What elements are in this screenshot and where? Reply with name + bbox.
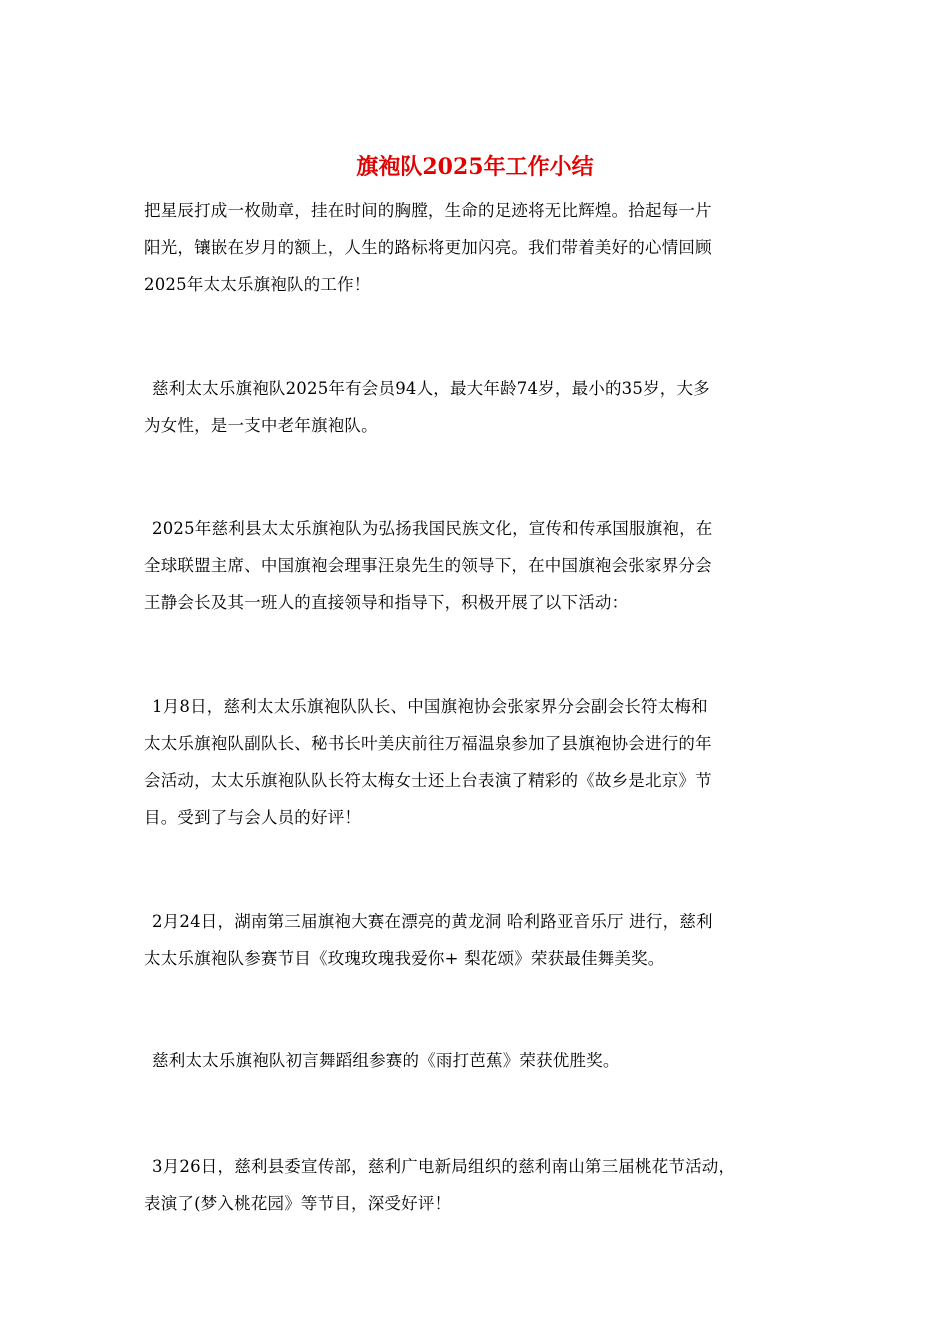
paragraph-line: 慈利太太乐旗袍队2025年有会员94人，最大年龄74岁，最小的35岁，大多 — [152, 379, 710, 398]
paragraph-feb-24 — [144, 903, 814, 977]
paragraph-line: 3月26日，慈利县委宣传部，慈利广电新局组织的慈利南山第三届桃花节活动， — [152, 1157, 736, 1176]
paragraph-membership — [144, 370, 814, 444]
paragraph-intro — [144, 192, 814, 303]
paragraph-line: 为女性，是一支中老年旗袍队。 — [144, 416, 378, 435]
paragraph-line: 把星辰打成一枚勋章，挂在时间的胸膛，生命的足迹将无比辉煌。拾起每一片 — [144, 201, 712, 220]
paragraph-mar-26 — [144, 1148, 814, 1222]
paragraph-line: 太太乐旗袍队参赛节目《玫瑰玫瑰我爱你+ 梨花颂》荣获最佳舞美奖。 — [144, 949, 665, 968]
paragraph-line: 1月8日，慈利太太乐旗袍队队长、中国旗袍协会张家界分会副会长符太梅和 — [152, 697, 708, 716]
paragraph-line: 表演了(梦入桃花园》等节目，深受好评！ — [144, 1194, 452, 1213]
paragraph-line: 会活动，太太乐旗袍队队长符太梅女士还上台表演了精彩的《故乡是北京》节 — [144, 771, 712, 790]
paragraph-line: 全球联盟主席、中国旗袍会理事汪泉先生的领导下，在中国旗袍会张家界分会 — [144, 556, 712, 575]
paragraph-line: 2025年慈利县太太乐旗袍队为弘扬我国民族文化，宣传和传承国服旗袍，在 — [152, 519, 713, 538]
paragraph-dance-award — [144, 1042, 814, 1079]
paragraph-line: 王静会长及其一班人的直接领导和指导下，积极开展了以下活动： — [144, 593, 629, 612]
paragraph-line: 2025年太太乐旗袍队的工作！ — [144, 275, 371, 294]
document-title: 旗袍队2025年工作小结 — [356, 154, 594, 180]
paragraph-line: 慈利太太乐旗袍队初言舞蹈组参赛的《雨打芭蕉》荣获优胜奖。 — [152, 1051, 620, 1070]
paragraph-activities-intro — [144, 510, 814, 621]
paragraph-jan-8 — [144, 688, 814, 836]
paragraph-line: 2月24日，湖南第三届旗袍大赛在漂亮的黄龙洞 哈利路亚音乐厅 进行，慈利 — [152, 912, 713, 931]
paragraph-line: 阳光，镶嵌在岁月的额上，人生的路标将更加闪亮。我们带着美好的心情回顾 — [144, 238, 712, 257]
paragraph-line: 太太乐旗袍队副队长、秘书长叶美庆前往万福温泉参加了县旗袍协会进行的年 — [144, 734, 712, 753]
paragraph-line: 目。受到了与会人员的好评！ — [144, 808, 362, 827]
